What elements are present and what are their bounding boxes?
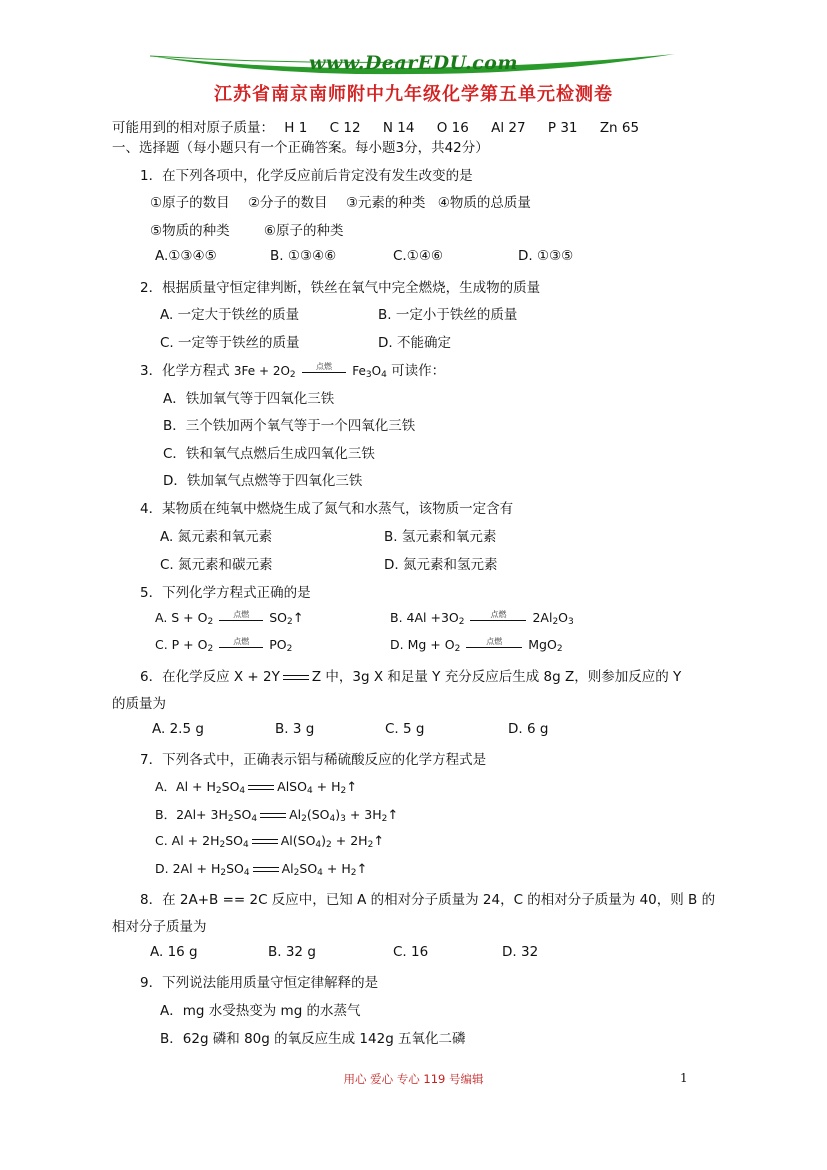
q5-option-a[interactable]: A. $S + O_2$ 点燃 $SO_2↑$ xyxy=(155,609,304,627)
q3-equation-left: $3Fe + 2O_2$ xyxy=(233,364,296,380)
equals-sign-icon xyxy=(253,867,279,872)
atomic-masses-label: 可能用到的相对原子质量： xyxy=(112,120,274,136)
question-stem: 1．在下列各项中，化学反应前后肯定没有发生改变的是 xyxy=(140,168,473,184)
q6-option-a[interactable]: A. 2.5 g xyxy=(152,721,204,737)
atomic-mass: P 31 xyxy=(547,120,578,136)
q2-option-d[interactable]: D. 不能确定 xyxy=(378,335,451,351)
page-title: 江苏省南京南师附中九年级化学第五单元检测卷 xyxy=(214,84,613,105)
q5-option-c[interactable]: C. $P + O_2$ 点燃 $PO_2$ xyxy=(155,636,293,654)
gas-arrow-icon: ↑ xyxy=(387,808,399,823)
reaction-condition: 点燃 xyxy=(300,364,348,378)
question-stem: 5．下列化学方程式正确的是 xyxy=(140,585,311,601)
q3-option-a[interactable]: A．铁加氧气等于四氧化三铁 xyxy=(163,391,335,407)
q5-option-b[interactable]: B. $4Al +3O_2$ 点燃 $2Al_2O_3$ xyxy=(390,609,574,627)
q1-item: ①原子的数目 xyxy=(150,195,230,211)
reaction-condition: 点燃 xyxy=(464,639,524,653)
q1-items-row1 xyxy=(150,191,531,211)
equals-sign-icon xyxy=(248,785,274,790)
q4-option-d[interactable]: D. 氮元素和氢元素 xyxy=(384,557,498,573)
q6-option-d[interactable]: D. 6 g xyxy=(508,721,549,737)
q7-option-b[interactable]: B．$2Al+ 3H_2SO_4$ $Al_2(SO_4)_3$ + $3H_2↑$ xyxy=(155,807,399,824)
q9-option-a[interactable]: A．mg 水受热变为 mg 的水蒸气 xyxy=(160,1003,361,1019)
page-number: 1 xyxy=(680,1071,688,1085)
q9-option-b[interactable]: B．62g 磷和 80g 的氧反应生成 142g 五氧化二磷 xyxy=(160,1031,466,1047)
reaction-condition: 点燃 xyxy=(217,639,265,653)
question-stem: 4．某物质在纯氧中燃烧生成了氮气和水蒸气，该物质一定含有 xyxy=(140,501,514,517)
q5-option-d[interactable]: D. $Mg + O_2$ 点燃 MgO$_2$ xyxy=(390,636,563,654)
q8-option-c[interactable]: C. 16 xyxy=(393,944,429,960)
equals-sign-icon xyxy=(283,675,309,680)
atomic-mass: N 14 xyxy=(382,120,415,136)
site-url[interactable]: www.DearEDU.com xyxy=(309,52,518,74)
q4-option-a[interactable]: A. 氮元素和氧元素 xyxy=(160,529,273,545)
q6-stem: 6．在化学反应 X + 2Y Z 中，3g X 和足量 Y 充分反应后生成 8g Z，则参加反应的 Y xyxy=(140,669,682,685)
q1-option-a[interactable]: A.①③④⑤ xyxy=(155,248,217,264)
q2-option-a[interactable]: A. 一定大于铁丝的质量 xyxy=(160,307,300,323)
question-stem: 7．下列各式中，正确表示铝与稀硫酸反应的化学方程式是 xyxy=(140,752,487,768)
q1-item: ④物质的总质量 xyxy=(437,195,531,211)
atomic-mass: Al 27 xyxy=(491,120,526,136)
q6-option-c[interactable]: C. 5 g xyxy=(385,721,425,737)
q1-item: ⑤物质的种类 xyxy=(150,223,230,239)
page-footer: 用心 爱心 专心 119 号编辑 xyxy=(343,1072,484,1086)
q3-stem xyxy=(140,359,445,380)
q2-option-c[interactable]: C. 一定等于铁丝的质量 xyxy=(160,335,300,351)
q3-option-b[interactable]: B．三个铁加两个氧气等于一个四氧化三铁 xyxy=(163,418,416,434)
question-stem: 2．根据质量守恒定律判断，铁丝在氧气中完全燃烧，生成物的质量 xyxy=(140,280,541,296)
q8-option-b[interactable]: B. 32 g xyxy=(268,944,316,960)
equals-sign-icon xyxy=(260,813,286,818)
q3-stem-text: 3．化学方程式 xyxy=(140,363,230,379)
q1-item: ⑥原子的种类 xyxy=(263,223,344,239)
q1-option-c[interactable]: C.①④⑥ xyxy=(393,248,444,264)
q3-option-d[interactable]: D．铁加氧气点燃等于四氧化三铁 xyxy=(163,473,363,489)
q3-stem-tail: 可读作： xyxy=(391,363,446,379)
q3-equation-right: $Fe_3O_4$ xyxy=(352,364,387,380)
q4-option-b[interactable]: B. 氢元素和氧元素 xyxy=(384,529,497,545)
gas-arrow-icon: ↑ xyxy=(292,611,304,626)
q1-option-b[interactable]: B. ①③④⑥ xyxy=(270,248,337,264)
question-stem: 9．下列说法能用质量守恒定律解释的是 xyxy=(140,975,379,991)
equals-sign-icon xyxy=(252,839,278,844)
q6-stem-cont: 的质量为 xyxy=(112,696,166,712)
q1-item: ②分子的数目 xyxy=(247,195,328,211)
atomic-masses-line xyxy=(112,116,639,136)
atomic-mass: H 1 xyxy=(284,120,308,136)
q3-option-c[interactable]: C．铁和氧气点燃后生成四氧化三铁 xyxy=(163,446,375,462)
q7-option-d[interactable]: D. $2Al + H_2SO_4$ $Al_2SO_4$ + $H_2↑$ xyxy=(155,861,368,878)
q1-items-row2 xyxy=(150,219,344,239)
q7-option-c[interactable]: C. $Al + 2H_2SO_4$ $Al(SO_4)_2$ + $2H_2↑$ xyxy=(155,833,385,850)
q8-option-a[interactable]: A. 16 g xyxy=(150,944,198,960)
question-stem: 8．在 2A+B == 2C 反应中，已知 A 的相对分子质量为 24，C 的相对分子质量为 40，则 B 的 xyxy=(140,892,716,908)
reaction-condition: 点燃 xyxy=(217,612,265,626)
q7-option-a[interactable]: A．$Al + H_2SO_4$ AlSO$_4$ + $H_2↑$ xyxy=(155,779,358,796)
atomic-mass: C 12 xyxy=(329,120,361,136)
q1-option-d[interactable]: D. ①③⑤ xyxy=(518,248,574,264)
gas-arrow-icon: ↑ xyxy=(373,834,385,849)
q8-stem-cont: 相对分子质量为 xyxy=(112,919,207,935)
q8-option-d[interactable]: D. 32 xyxy=(502,944,539,960)
gas-arrow-icon: ↑ xyxy=(346,780,358,795)
section-heading: 一、选择题（每小题只有一个正确答案。每小题3分，共42分） xyxy=(112,140,489,156)
atomic-mass: Zn 65 xyxy=(599,120,640,136)
atomic-mass: O 16 xyxy=(436,120,469,136)
q2-option-b[interactable]: B. 一定小于铁丝的质量 xyxy=(378,307,518,323)
reaction-condition: 点燃 xyxy=(468,612,528,626)
q4-option-c[interactable]: C. 氮元素和碳元素 xyxy=(160,557,273,573)
q1-item: ③元素的种类 xyxy=(345,195,426,211)
gas-arrow-icon: ↑ xyxy=(356,862,368,877)
q6-option-b[interactable]: B. 3 g xyxy=(275,721,315,737)
